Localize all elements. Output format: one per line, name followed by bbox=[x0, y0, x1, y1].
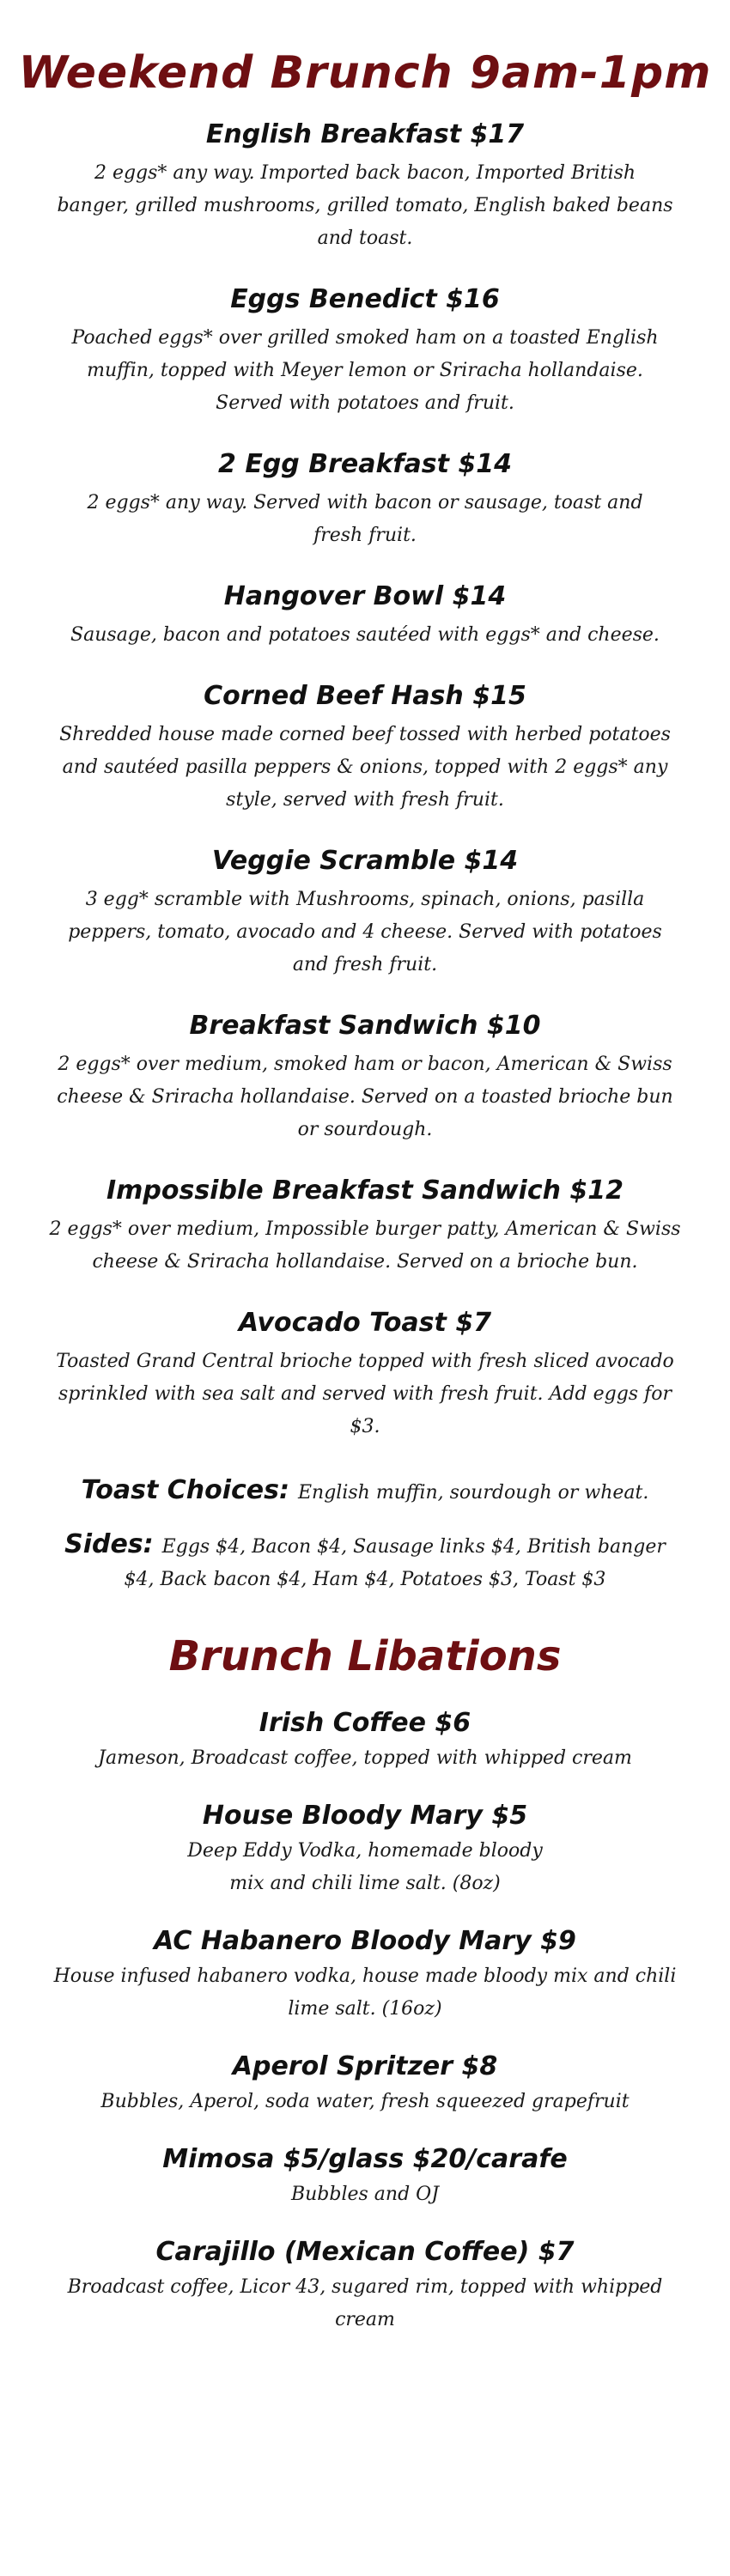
menu-item bbox=[0, 283, 730, 420]
item-description: Deep Eddy Vodka, homemade bloody mix and chili lime salt. (8oz) bbox=[187, 1840, 543, 1894]
drink-item bbox=[0, 2050, 730, 2118]
drink-item bbox=[0, 2235, 730, 2336]
item-name: Irish Coffee $6 bbox=[259, 1708, 471, 1738]
menu-item bbox=[0, 1306, 730, 1443]
item-description: 2 eggs* any way. Served with bacon or sausage, toast and fresh fruit. bbox=[87, 492, 643, 546]
drink-item bbox=[0, 2142, 730, 2211]
libations-items bbox=[0, 1706, 730, 2336]
item-description: 2 eggs* over medium, smoked ham or bacon, American & Swiss cheese & Sriracha hollandaise. Served on a toasted brioche bun or sourdough. bbox=[57, 1054, 673, 1140]
item-description: Toasted Grand Central brioche topped with fresh sliced avocado sprinkled with sea salt and served with fresh fruit. Add eggs for $3. bbox=[56, 1351, 674, 1437]
sides-text: Eggs $4, Bacon $4, Sausage links $4, British banger $4, Back bacon $4, Ham $4, Potatoes $3, Toast $3 bbox=[124, 1536, 666, 1590]
menu-item bbox=[0, 580, 730, 652]
item-name: Corned Beef Hash $15 bbox=[204, 681, 526, 711]
menu-item bbox=[0, 1009, 730, 1146]
item-description: Broadcast coffee, Licor 43, sugared rim, topped with whipped cream bbox=[67, 2276, 663, 2330]
item-name: Breakfast Sandwich $10 bbox=[189, 1011, 541, 1041]
item-description: 3 egg* scramble with Mushrooms, spinach, onions, pasilla peppers, tomato, avocado and 4 cheese. Served with potatoes and fresh fruit. bbox=[68, 889, 662, 975]
sides bbox=[64, 1528, 666, 1596]
item-name: Hangover Bowl $14 bbox=[223, 581, 507, 611]
item-description: 2 eggs* over medium, Impossible burger patty, American & Swiss cheese & Sriracha hollandaise. Served on a brioche bun. bbox=[49, 1218, 681, 1273]
item-name: Impossible Breakfast Sandwich $12 bbox=[106, 1176, 624, 1206]
item-description: Shredded house made corned beef tossed with herbed potatoes and sautéed pasilla peppers & onions, topped with 2 eggs* any style, served with fresh fruit. bbox=[59, 724, 671, 811]
brunch-section-title: Weekend Brunch 9am-1pm bbox=[18, 47, 712, 99]
menu-item bbox=[0, 1174, 730, 1279]
item-name: Veggie Scramble $14 bbox=[211, 846, 519, 876]
item-description: Poached eggs* over grilled smoked ham on a toasted English muffin, topped with Meyer lemon or Sriracha hollandaise. Served with potatoes and fruit. bbox=[71, 327, 659, 414]
item-name: Avocado Toast $7 bbox=[238, 1308, 492, 1338]
item-description: Bubbles, Aperol, soda water, fresh squeezed grapefruit bbox=[100, 2091, 630, 2112]
item-description: Jameson, Broadcast coffee, topped with whipped cream bbox=[98, 1747, 632, 1769]
menu-item bbox=[0, 844, 730, 981]
drink-item bbox=[0, 1799, 730, 1900]
menu-item bbox=[0, 679, 730, 817]
libations-section-title: Brunch Libations bbox=[168, 1632, 562, 1680]
item-name: AC Habanero Bloody Mary $9 bbox=[154, 1926, 576, 1956]
toast-choices-label: Toast Choices: bbox=[81, 1475, 289, 1505]
item-description: 2 eggs* any way. Imported back bacon, Imported British banger, grilled mushrooms, grilled tomato, English baked beans and toast. bbox=[57, 162, 673, 249]
item-description: Sausage, bacon and potatoes sautéed with eggs* and cheese. bbox=[70, 624, 660, 646]
drink-item bbox=[0, 1706, 730, 1775]
item-name: Eggs Benedict $16 bbox=[230, 284, 500, 314]
drink-item bbox=[0, 1924, 730, 2026]
item-name: Carajillo (Mexican Coffee) $7 bbox=[155, 2237, 575, 2267]
brunch-items bbox=[0, 118, 730, 1443]
item-description: House infused habanero vodka, house made bloody mix and chili lime salt. (16oz) bbox=[53, 1965, 677, 2020]
item-name: Aperol Spritzer $8 bbox=[232, 2051, 498, 2081]
menu-item bbox=[0, 447, 730, 552]
menu-item bbox=[0, 118, 730, 255]
item-name: English Breakfast $17 bbox=[205, 119, 525, 149]
item-description: Bubbles and OJ bbox=[290, 2184, 440, 2205]
sides-label: Sides: bbox=[64, 1529, 154, 1559]
item-name: House Bloody Mary $5 bbox=[202, 1801, 528, 1831]
toast-choices-text: English muffin, sourdough or wheat. bbox=[298, 1482, 649, 1504]
toast-choices bbox=[39, 1474, 691, 1510]
item-name: 2 Egg Breakfast $14 bbox=[218, 449, 512, 479]
item-name: Mimosa $5/glass $20/carafe bbox=[162, 2144, 568, 2174]
